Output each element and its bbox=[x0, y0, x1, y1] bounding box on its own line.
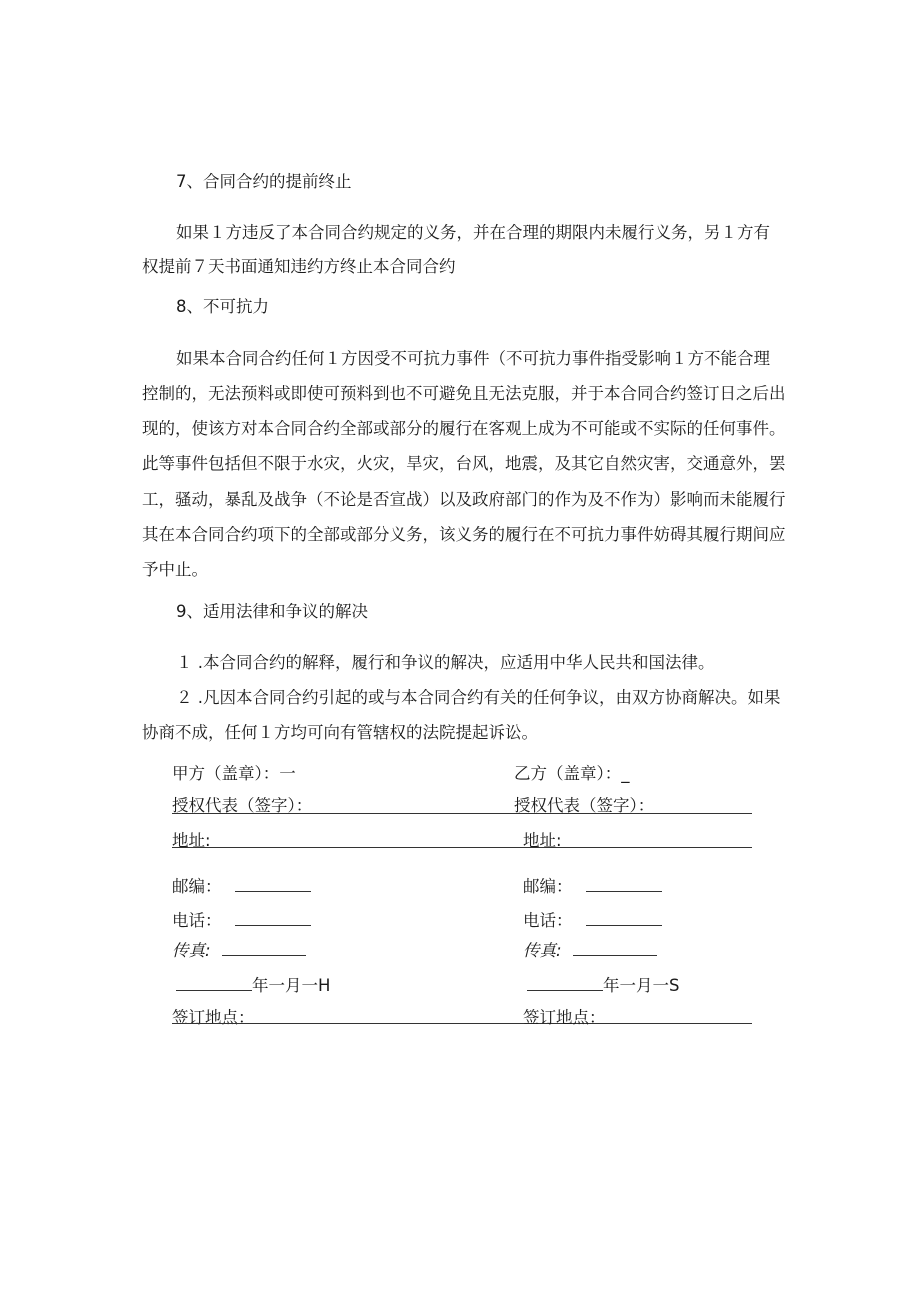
party-b-fax-field[interactable] bbox=[573, 941, 657, 956]
section-9-item-2-line-1: ２ .凡因本合同合约引起的或与本合同合约有关的任何争议，由双方协商解决。如果 bbox=[176, 688, 781, 707]
party-b-phone-label: 电话： bbox=[523, 911, 573, 930]
address-underline bbox=[172, 847, 752, 848]
section-9-item-1: １ .本合同合约的解释，履行和争议的解决，应适用中华人民共和国法律。 bbox=[176, 653, 715, 672]
party-a-representative: 授权代表（签字）： bbox=[172, 796, 313, 815]
section-7-paragraph-line-1: 如果１方违反了本合同合约规定的义务，并在合理的期限内未履行义务，另１方有 bbox=[176, 223, 770, 242]
party-b-phone-row bbox=[523, 907, 662, 931]
party-a-date-label: 年一月一H bbox=[252, 976, 331, 995]
section-8-heading: 8、不可抗力 bbox=[176, 297, 269, 316]
party-a-phone-field[interactable] bbox=[235, 911, 311, 926]
party-b-phone-field[interactable] bbox=[586, 911, 662, 926]
party-a-phone-label: 电话： bbox=[172, 911, 222, 930]
party-b-signing-place: 签订地点： bbox=[523, 1008, 606, 1027]
section-8-line-5: 工，骚动，暴乱及战争（不论是否宣战）以及政府部门的作为及不作为）影响而未能履行 bbox=[142, 490, 786, 509]
section-9-item-2-line-2: 协商不成，任何１方均可向有管辖权的法院提起诉讼。 bbox=[142, 723, 538, 742]
party-a-fax-row bbox=[172, 937, 306, 961]
party-b-date-field[interactable] bbox=[527, 976, 603, 991]
party-a-address: 地址: bbox=[172, 831, 211, 850]
party-a-seal: 甲方（盖章）：一 bbox=[172, 764, 296, 783]
party-b-seal: 乙方（盖章）：_ bbox=[514, 764, 630, 783]
party-b-representative: 授权代表（签字）： bbox=[514, 796, 655, 815]
party-b-fax-label: 传真: bbox=[523, 941, 562, 960]
party-b-postcode-label: 邮编： bbox=[523, 877, 573, 896]
party-a-date-row bbox=[176, 972, 330, 996]
section-9-heading: 9、适用法律和争议的解决 bbox=[176, 602, 368, 621]
party-a-phone-row bbox=[172, 907, 311, 931]
representative-underline bbox=[172, 813, 752, 814]
party-b-address: 地址: bbox=[523, 831, 562, 850]
party-b-postcode-field[interactable] bbox=[586, 877, 662, 892]
party-a-date-field[interactable] bbox=[176, 976, 252, 991]
section-8-line-4: 此等事件包括但不限于水灾，火灾，旱灾，台风，地震，及其它自然灾害，交通意外，罢 bbox=[142, 454, 786, 473]
section-8-line-1: 如果本合同合约任何１方因受不可抗力事件（不可抗力事件指受影响１方不能合理 bbox=[176, 349, 770, 368]
party-a-postcode-row bbox=[172, 873, 311, 897]
party-a-postcode-field[interactable] bbox=[235, 877, 311, 892]
section-7-paragraph-line-2: 权提前７天书面通知违约方终止本合同合约 bbox=[142, 257, 456, 276]
party-a-signing-place: 签订地点： bbox=[172, 1008, 255, 1027]
section-8-line-3: 现的，使该方对本合同合约全部或部分的履行在客观上成为不可能或不实际的任何事件。 bbox=[142, 419, 786, 438]
party-b-date-label: 年一月一S bbox=[603, 976, 680, 995]
section-8-line-6: 其在本合同合约项下的全部或部分义务，该义务的履行在不可抗力事件妨碍其履行期间应 bbox=[142, 525, 786, 544]
party-b-postcode-row bbox=[523, 873, 662, 897]
section-8-line-2: 控制的，无法预料或即使可预料到也不可避免且无法克服，并于本合同合约签订日之后出 bbox=[142, 384, 786, 403]
party-a-postcode-label: 邮编： bbox=[172, 877, 222, 896]
signing-place-underline bbox=[172, 1023, 752, 1024]
party-b-fax-row bbox=[523, 937, 657, 961]
party-a-fax-label: 传真: bbox=[172, 941, 211, 960]
party-a-fax-field[interactable] bbox=[222, 941, 306, 956]
section-7-heading: 7、合同合约的提前终止 bbox=[176, 172, 352, 191]
party-b-date-row bbox=[527, 972, 679, 996]
section-8-line-7: 予中止。 bbox=[142, 560, 208, 579]
